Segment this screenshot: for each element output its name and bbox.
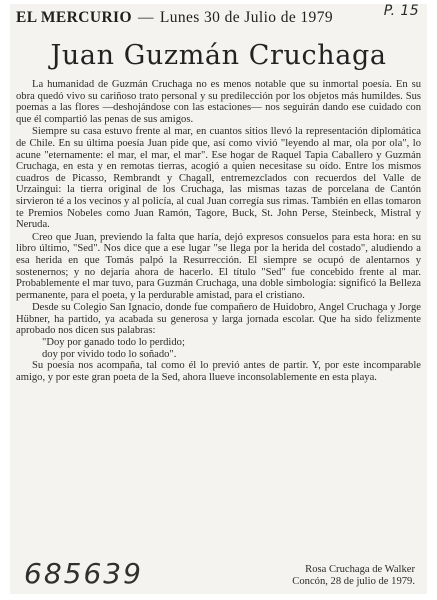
article-body bbox=[16, 79, 421, 383]
publication-date: Lunes 30 de Julio de 1979 bbox=[159, 9, 334, 26]
verse-line: doy por vivido todo lo soñado". bbox=[42, 348, 177, 360]
publication-name: EL MERCURIO bbox=[16, 9, 132, 26]
paragraph: Siempre su casa estuvo frente al mar, en cuantos sitios llevó la representación diplomática de Chile. En su última poesía Juan pide que, así como vivió "leyendo al mar, ola por ola", lo acune "eternamente: el mar, el mar, el mar". Ese hogar de Raquel Tapia Caballero y Guzmán Cruchaga, en esta y en remotas tierras, acogió a quien necesitase su oído. Entre los mismos cuadros de Picasso, Rembrandt y Chagall, entremezclados con recuerdos del Valle de Urzaingui: la tierra original de los Cruchaga, las mismas tazas de porcelana de Cantón sirvieron té a los vecinos y al policía, al cual Juan corregía sus rimas. También en ellas tomaron te Premios Nobeles como Juan Ramón, Tagore, Buck, St. John Perse, Steinbeck, Mistral y Neruda. bbox=[16, 126, 421, 231]
handwritten-page-note: P. 15 bbox=[383, 3, 419, 19]
paragraph: Creo que Juan, previendo la falta que haría, dejó expresos consuelos para esta hora: en su libro último, "Sed". Nos dice que a ese lugar "se llega por la herida del costado", aludiendo a esa herida en que Tomás palpó la Resurrección. El siempre se ocupó de alentarnos y sostenernos; y no dejaría ahora de hacerlo. El título "Sed" fue concebido frente al mar. Probablemente el mar tuvo, para Guzmán Cruchaga, una doble simbología: significó la Belleza permanente, para el poeta, y la perdurable amistad, para el cristiano. bbox=[16, 231, 421, 301]
newspaper-clipping bbox=[10, 4, 427, 594]
author-name: Rosa Cruchaga de Walker bbox=[305, 564, 415, 575]
paragraph: Su poesía nos acompaña, tal como él lo previó antes de partir. Y, por este incomparable amigo, y por este gran poeta de la Sed, ahora llueve inconsolablemente en esta playa. bbox=[16, 360, 421, 383]
handwritten-archive-number: 685639 bbox=[24, 557, 143, 590]
place-date: Concón, 28 de julio de 1979. bbox=[292, 576, 415, 587]
masthead-dash: — bbox=[137, 9, 154, 26]
verse-line: "Doy por ganado todo lo perdido; bbox=[42, 337, 185, 349]
masthead bbox=[16, 3, 421, 30]
article-footer bbox=[16, 558, 421, 590]
author-signature bbox=[292, 564, 415, 588]
paragraph: Desde su Colegio San Ignacio, donde fue compañero de Huidobro, Angel Cruchaga y Jorge Hübner, ha partido, ya acabada su generosa y larga jornada escolar. Que ha sido felizmente aprobado nos dicen sus palabras: bbox=[16, 302, 421, 337]
article-title: Juan Guzmán Cruchaga bbox=[50, 40, 387, 71]
paragraph: La humanidad de Guzmán Cruchaga no es menos notable que su inmortal poesía. En su obra quedó vivo su cariñoso trato personal y su predilección por los objetos más humildes. Sus poemas a las flores —deshojándose con las estaciones— nos seguirán dando ese cuidado con que él compartió las penas de sus amigos. bbox=[16, 79, 421, 125]
